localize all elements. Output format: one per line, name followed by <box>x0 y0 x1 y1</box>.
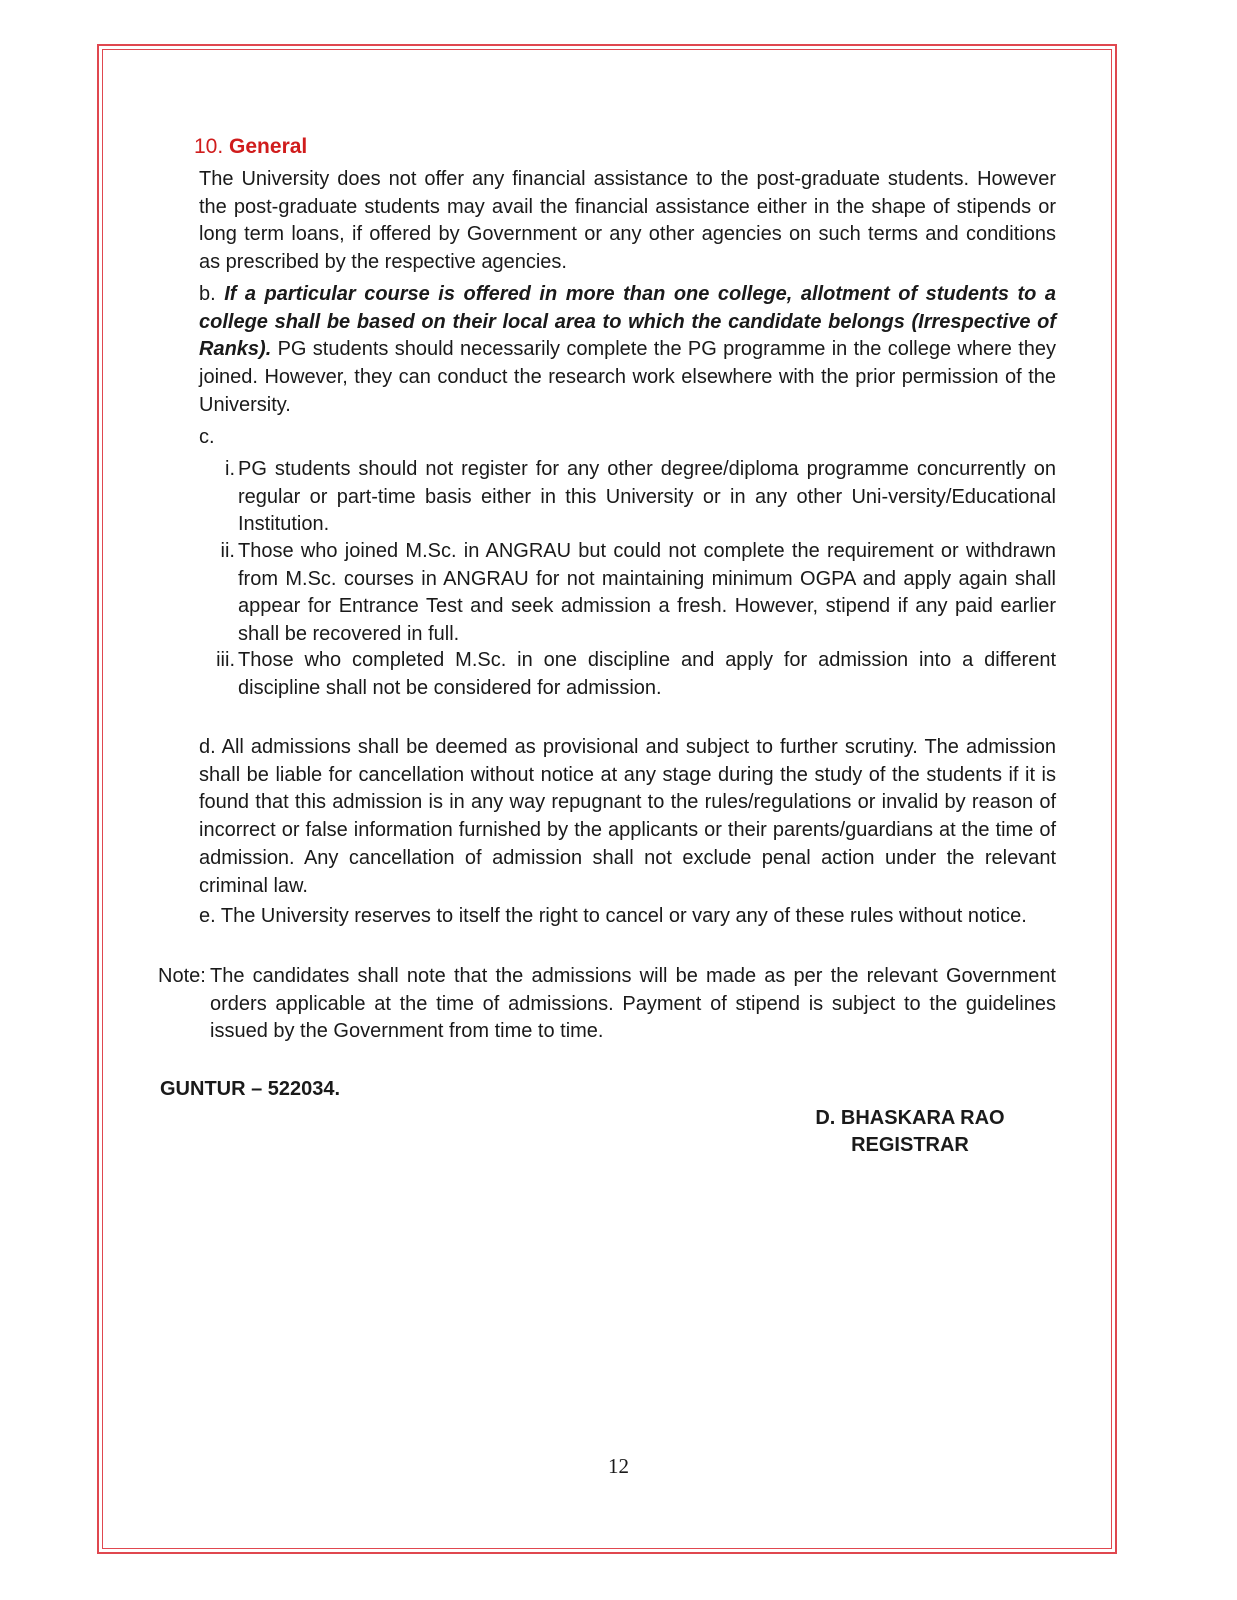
section-number: 10. <box>194 135 224 158</box>
item-d: d. All admissions shall be deemed as provisional and subject to further scrutiny. The admission shall be liable for cancellation without notice at any stage during the study of the students if it is found that this admission is in any way repugnant to the rules/regulations or invalid by reason of incorrect or false information furnished by the applicants or their parents/guardians at the time of admission. Any cancellation of admission shall not exclude penal action under the relevant criminal law. <box>199 736 1056 897</box>
subitem-text: Those who completed M.Sc. in one discipline and apply for admission into a different discipline shall not be considered for admission. <box>238 649 1056 699</box>
item-b-text: PG students should necessarily complete the PG programme in the college where they joined. However, they can conduct the research work elsewhere with the prior permission of the University. <box>199 338 1056 416</box>
subitem-text: Those who joined M.Sc. in ANGRAU but could not complete the requirement or withdrawn from M.Sc. courses in ANGRAU for not maintaining minimum OGPA and apply again shall appear for Entrance Test and seek admission a fresh. However, stipend if any paid earlier shall be recovered in full. <box>238 540 1056 646</box>
page-number: 12 <box>608 1454 629 1478</box>
subitem-number: iii. <box>216 649 235 671</box>
note-label: Note: <box>158 965 206 987</box>
item-c-subitem-1 <box>225 456 1056 539</box>
place-line: GUNTUR – 522034. <box>160 1078 341 1100</box>
note <box>158 963 1056 1046</box>
item-b-label: b. <box>199 283 216 305</box>
section-intro: The University does not offer any financial assistance to the post-graduate students. However the post-graduate students may avail the financial assistance either in the shape of stipends or long term loans, if offered by Government or any other agencies on such terms and conditions as prescribed by the respective agencies. <box>199 168 1056 274</box>
item-c-subitem-3 <box>216 647 1056 702</box>
subitem-number: i. <box>225 458 235 480</box>
item-b-emphasis: If a particular course is offered in more than one college, allotment of students to a college shall be based on their local area to which the candidate belongs (Irrespective of Ranks). <box>199 283 1056 361</box>
section-title: General <box>229 135 308 158</box>
signature-block <box>800 1105 1020 1159</box>
note-text: The candidates shall note that the admissions will be made as per the relevant Government orders applicable at the time of admissions. Payment of stipend is subject to the guidelines issued by the Government from time to time. <box>210 965 1056 1043</box>
subitem-text: PG students should not register for any other degree/diploma programme concurrently on regular or part-time basis either in this University or in any other Uni-versity/Educational Institution. <box>238 458 1056 536</box>
item-c-label: c. <box>199 426 215 448</box>
subitem-number: ii. <box>220 540 235 562</box>
item-b <box>199 281 1056 420</box>
item-c-subitem-2 <box>220 538 1056 649</box>
section-heading <box>194 135 307 159</box>
signatory-name: D. BHASKARA RAO <box>815 1107 1005 1129</box>
item-e: e. The University reserves to itself the right to cancel or vary any of these rules without notice. <box>199 905 1027 927</box>
signatory-title: REGISTRAR <box>851 1134 969 1156</box>
